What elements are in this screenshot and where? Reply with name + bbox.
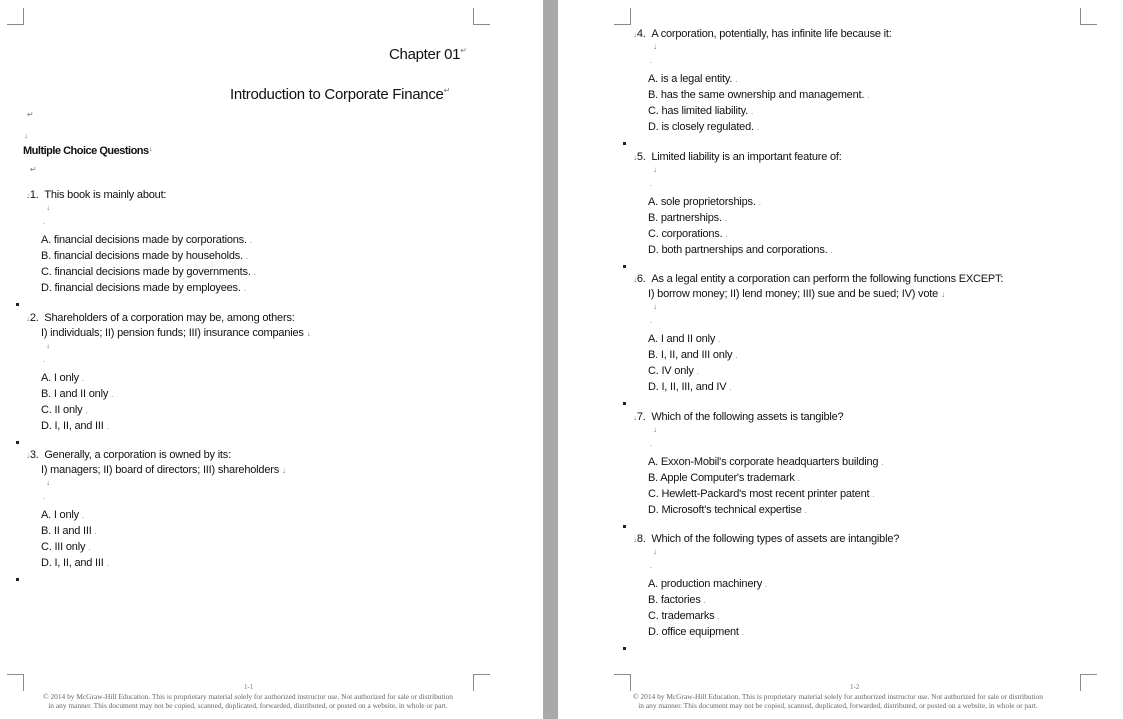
- question-options-list: I) managers; II) board of directors; III) shareholders ↓: [41, 464, 286, 476]
- question-stem: ↓3. Generally, a corporation is owned by its:: [26, 449, 231, 461]
- answer-choice: A. is a legal entity. .: [648, 73, 738, 85]
- document-page-1[interactable]: [0, 0, 543, 719]
- answer-choice: C. corporations. .: [648, 228, 728, 240]
- answer-choice: A. financial decisions made by corporations. .: [41, 234, 252, 246]
- answer-choice: B. factories .: [648, 594, 706, 606]
- section-heading: Multiple Choice Questions ↓: [23, 144, 153, 157]
- answer-choice: A. Exxon-Mobil's corporate headquarters building .: [648, 456, 884, 468]
- question-stem: ↓5. Limited liability is an important feature of:: [633, 151, 842, 163]
- answer-choice: B. Apple Computer's trademark .: [648, 472, 800, 484]
- paragraph-mark: .: [43, 492, 46, 501]
- crop-mark: [7, 674, 24, 691]
- answer-choice: B. has the same ownership and management. .: [648, 89, 870, 101]
- answer-choice: C. IV only .: [648, 365, 699, 377]
- answer-choice: D. financial decisions made by employees. .: [41, 282, 246, 294]
- answer-choice: D. both partnerships and corporations. .: [648, 244, 833, 256]
- line-break-mark: ↓: [653, 425, 657, 434]
- answer-choice: B. I, II, and III only .: [648, 349, 738, 361]
- paragraph-marker: [16, 578, 19, 581]
- answer-choice: D. I, II, and III .: [41, 557, 109, 569]
- footer-line: in any manner. This document may not be copied, scanned, duplicated, forwarded, distributed, or posted on a website, in whole or part.: [48, 701, 448, 710]
- paragraph-mark: .: [650, 179, 653, 188]
- answer-choice: B. financial decisions made by households. .: [41, 250, 248, 262]
- answer-choice: A. production machinery .: [648, 578, 768, 590]
- paragraph-marker: [623, 142, 626, 145]
- crop-mark: [7, 8, 24, 25]
- answer-choice: C. has limited liability. .: [648, 105, 753, 117]
- answer-choice: D. Microsoft's technical expertise .: [648, 504, 807, 516]
- answer-choice: A. I and II only .: [648, 333, 721, 345]
- footer-line: © 2014 by McGraw-Hill Education. This is proprietary material solely for authorized instructor use. Not authorized for sale or distribution: [632, 692, 1043, 701]
- answer-choice: B. II and III .: [41, 525, 97, 537]
- paragraph-marker: [623, 402, 626, 405]
- crop-mark: [614, 8, 631, 25]
- line-break-mark: ↓: [653, 302, 657, 311]
- line-break-mark: ↓: [24, 131, 28, 140]
- answer-choice: A. I only .: [41, 509, 84, 521]
- footer-line: © 2014 by McGraw-Hill Education. This is proprietary material solely for authorized instructor use. Not authorized for sale or distribution: [42, 692, 453, 701]
- answer-choice: C. III only .: [41, 541, 91, 553]
- line-break-mark: ↓: [653, 547, 657, 556]
- paragraph-mark: ↵: [27, 110, 34, 119]
- question-stem: ↓7. Which of the following assets is tangible?: [633, 411, 844, 423]
- answer-choice: B. I and II only .: [41, 388, 114, 400]
- paragraph-mark: .: [43, 355, 46, 364]
- question-stem: ↓2. Shareholders of a corporation may be, among others:: [26, 312, 295, 324]
- paragraph-mark: .: [650, 56, 653, 65]
- line-break-mark: ↓: [653, 42, 657, 51]
- crop-mark: [614, 674, 631, 691]
- paragraph-mark: .: [650, 561, 653, 570]
- paragraph-marker: [16, 441, 19, 444]
- question-options-list: I) borrow money; II) lend money; III) sue and be sued; IV) vote ↓: [648, 288, 945, 300]
- line-break-mark: ↓: [46, 478, 50, 487]
- question-stem: ↓6. As a legal entity a corporation can perform the following functions EXCEPT:: [633, 273, 1004, 285]
- paragraph-mark: ↵: [30, 165, 37, 174]
- line-break-mark: ↓: [46, 341, 50, 350]
- line-break-mark: ↓: [46, 203, 50, 212]
- answer-choice: D. is closely regulated. .: [648, 121, 759, 133]
- answer-choice: B. partnerships. .: [648, 212, 727, 224]
- paragraph-mark: .: [650, 316, 653, 325]
- paragraph-mark: .: [43, 217, 46, 226]
- crop-mark: [473, 674, 490, 691]
- question-stem: ↓8. Which of the following types of assets are intangible?: [633, 533, 900, 545]
- crop-mark: [1080, 8, 1097, 25]
- paragraph-marker: [623, 525, 626, 528]
- answer-choice: D. office equipment .: [648, 626, 744, 638]
- chapter-heading: Chapter 01 ↵: [389, 46, 467, 63]
- page-number: 1-2: [850, 683, 860, 691]
- crop-mark: [1080, 674, 1097, 691]
- answer-choice: D. I, II, and III .: [41, 420, 109, 432]
- paragraph-marker: [623, 265, 626, 268]
- answer-choice: C. trademarks .: [648, 610, 720, 622]
- paragraph-marker: [16, 303, 19, 306]
- answer-choice: C. II only .: [41, 404, 88, 416]
- chapter-title: Introduction to Corporate Finance ↵: [230, 86, 450, 103]
- answer-choice: C. financial decisions made by governments. .: [41, 266, 256, 278]
- paragraph-marker: [623, 647, 626, 650]
- crop-mark: [473, 8, 490, 25]
- question-stem: ↓4. A corporation, potentially, has infinite life because it:: [633, 28, 892, 40]
- question-stem: ↓1. This book is mainly about:: [26, 189, 167, 201]
- line-break-mark: ↓: [653, 165, 657, 174]
- footer-line: in any manner. This document may not be copied, scanned, duplicated, forwarded, distributed, or posted on a website, in whole or part.: [638, 701, 1038, 710]
- answer-choice: D. I, II, III, and IV .: [648, 381, 732, 393]
- answer-choice: A. sole proprietorships. .: [648, 196, 761, 208]
- paragraph-mark: .: [650, 439, 653, 448]
- question-options-list: I) individuals; II) pension funds; III) insurance companies ↓: [41, 327, 311, 339]
- answer-choice: A. I only .: [41, 372, 84, 384]
- answer-choice: C. Hewlett-Packard's most recent printer patent .: [648, 488, 875, 500]
- document-page-2[interactable]: [558, 0, 1123, 719]
- page-number: 1-1: [244, 683, 254, 691]
